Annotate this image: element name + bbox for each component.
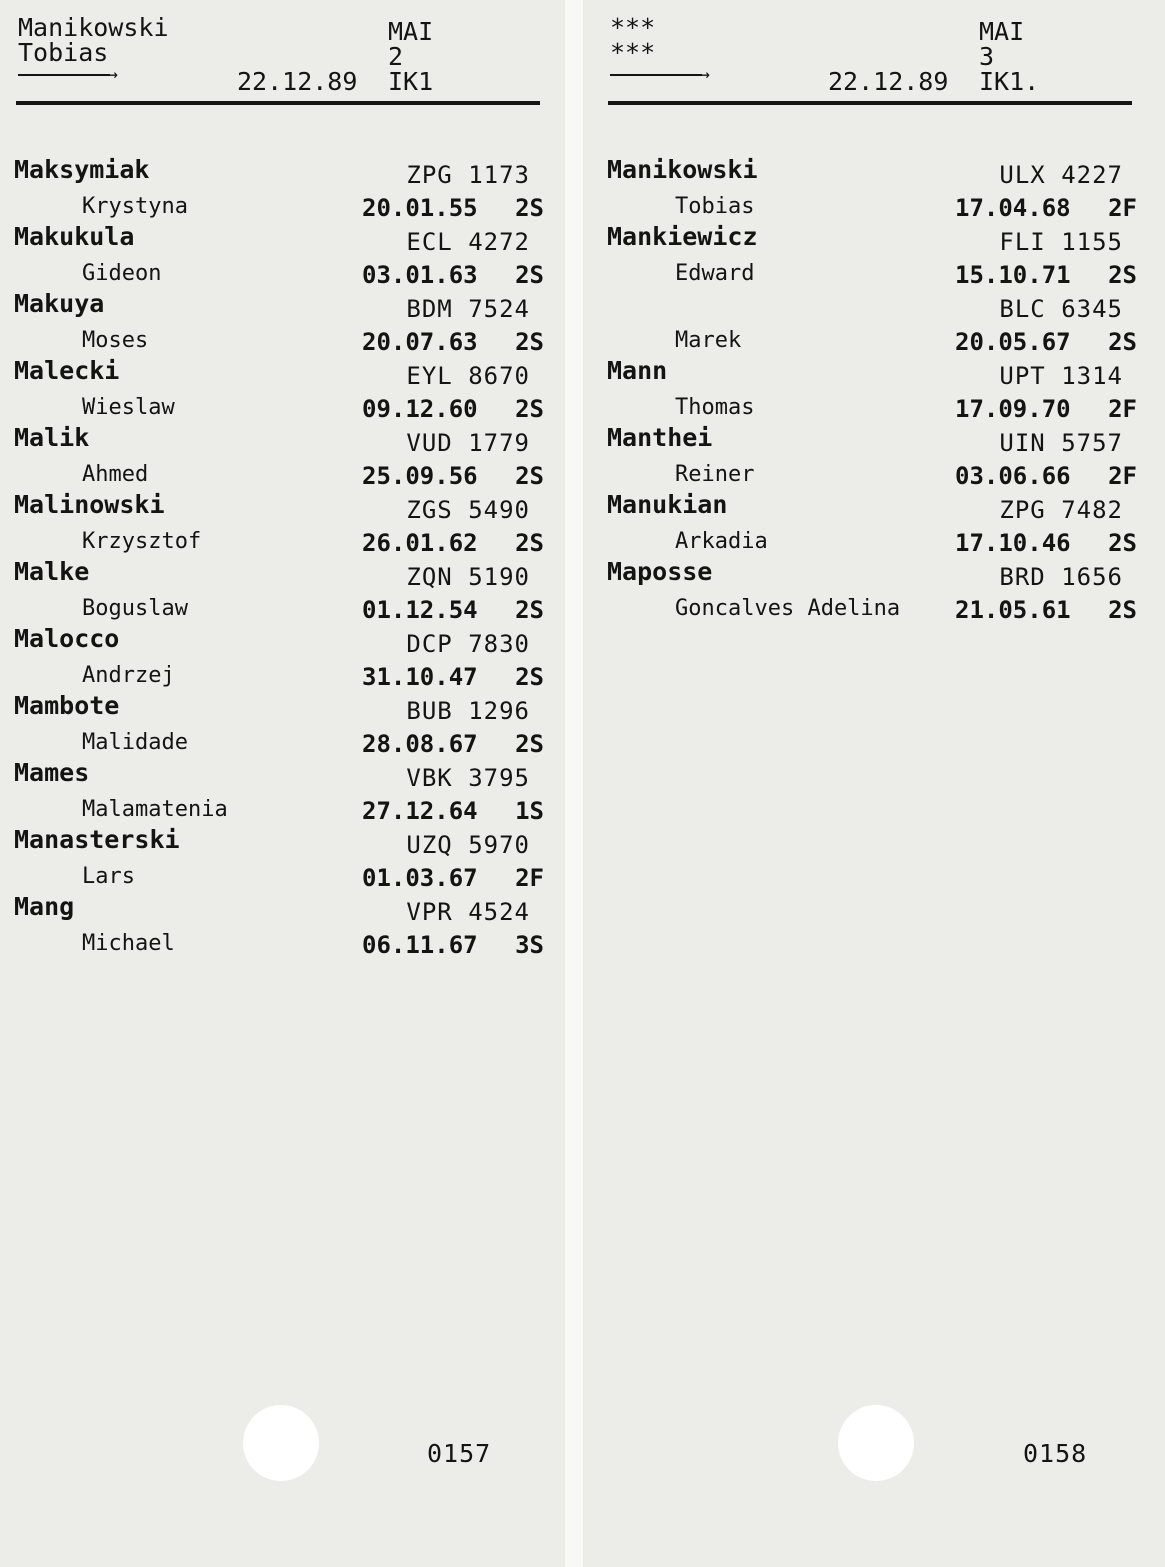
entry-surname: Manasterski [14, 825, 180, 854]
entry-given-name: Malamatenia [82, 797, 228, 822]
header-unit: IK1. [979, 67, 1040, 96]
entry-class: 2S [515, 529, 544, 557]
entry-class: 2S [1108, 328, 1137, 356]
entry-birth-date: 01.03.67 [362, 864, 478, 892]
entry-code: DCP 7830 [406, 630, 530, 658]
entry-class: 2S [1108, 529, 1137, 557]
entry-code: VUD 1779 [406, 429, 530, 457]
entry-code: VBK 3795 [406, 764, 530, 792]
entry-given-name: Michael [82, 931, 175, 956]
entry-surname: Malinowski [14, 490, 165, 519]
entry-birth-date: 06.11.67 [362, 931, 478, 959]
entry-class: 2F [515, 864, 544, 892]
entry-given-name: Goncalves Adelina [675, 596, 901, 621]
header-person-surname: Manikowski [18, 13, 169, 42]
entry-birth-date: 20.05.67 [955, 328, 1071, 356]
entry-birth-date: 28.08.67 [362, 730, 478, 758]
entry-given-name: Edward [675, 261, 755, 286]
entry-row [607, 223, 1137, 290]
entry-code: UIN 5757 [999, 429, 1123, 457]
header-date: 22.12.89 [828, 67, 949, 96]
punch-hole [838, 1405, 914, 1481]
entry-row [14, 759, 544, 826]
entry-row [607, 558, 1137, 625]
entry-row [14, 156, 544, 223]
entry-given-name: Ahmed [82, 462, 149, 487]
card-gap [565, 0, 583, 1567]
entry-row [607, 156, 1137, 223]
header-person-given: *** [610, 38, 656, 67]
arrow-right-icon: → [610, 68, 710, 82]
entry-birth-date: 01.12.54 [362, 596, 478, 624]
entry-given-name: Krzysztof [82, 529, 202, 554]
entry-class: 2S [1108, 261, 1137, 289]
entry-birth-date: 17.09.70 [955, 395, 1071, 423]
entry-code: BRD 1656 [999, 563, 1123, 591]
entry-row [14, 558, 544, 625]
index-card-right [583, 0, 1165, 1567]
entry-given-name: Boguslaw [82, 596, 188, 621]
entry-row [607, 424, 1137, 491]
entry-birth-date: 17.04.68 [955, 194, 1071, 222]
entry-surname: Manikowski [607, 155, 758, 184]
entry-surname: Mambote [14, 691, 120, 720]
entry-surname: Mankiewicz [607, 222, 758, 251]
entry-given-name: Malidade [82, 730, 188, 755]
entry-class: 2S [515, 328, 544, 356]
entry-class: 1S [515, 797, 544, 825]
entry-surname: Makuya [14, 289, 105, 318]
entry-surname: Mann [607, 356, 668, 385]
entry-surname: Makukula [14, 222, 135, 251]
header-unit: IK1 [388, 67, 434, 96]
entry-birth-date: 17.10.46 [955, 529, 1071, 557]
entry-birth-date: 27.12.64 [362, 797, 478, 825]
header-rule [16, 101, 540, 105]
header-date: 22.12.89 [237, 67, 358, 96]
entry-row [14, 290, 544, 357]
entry-given-name: Reiner [675, 462, 755, 487]
entry-row [14, 223, 544, 290]
entry-code: BUB 1296 [406, 697, 530, 725]
entry-birth-date: 25.09.56 [362, 462, 478, 490]
page-number: 0158 [1023, 1439, 1088, 1468]
entry-given-name: Moses [82, 328, 149, 353]
entry-row [14, 893, 544, 960]
entry-class: 2S [515, 663, 544, 691]
entry-given-name: Thomas [675, 395, 755, 420]
entry-class: 3S [515, 931, 544, 959]
entry-code: ZQN 5190 [406, 563, 530, 591]
entry-code: UZQ 5970 [406, 831, 530, 859]
entry-row [14, 692, 544, 759]
entry-surname: Malik [14, 423, 90, 452]
header-sheet: 2 [388, 42, 404, 71]
entry-surname: Malecki [14, 356, 120, 385]
entry-birth-date: 15.10.71 [955, 261, 1071, 289]
entry-birth-date: 03.01.63 [362, 261, 478, 289]
entry-birth-date: 31.10.47 [362, 663, 478, 691]
header-rule [608, 101, 1132, 105]
entry-given-name: Gideon [82, 261, 162, 286]
entry-given-name: Tobias [675, 194, 755, 219]
entry-birth-date: 26.01.62 [362, 529, 478, 557]
entry-code: ZPG 7482 [999, 496, 1123, 524]
entry-given-name: Krystyna [82, 194, 188, 219]
entry-code: BDM 7524 [406, 295, 530, 323]
entry-class: 2S [515, 730, 544, 758]
entry-birth-date: 21.05.61 [955, 596, 1071, 624]
entry-code: VPR 4524 [406, 898, 530, 926]
header-sheet: 3 [979, 42, 995, 71]
entry-given-name: Marek [675, 328, 742, 353]
entry-surname: Manthei [607, 423, 713, 452]
entry-given-name: Lars [82, 864, 135, 889]
page-number: 0157 [427, 1439, 492, 1468]
header-code: MAI [388, 17, 434, 46]
entry-birth-date: 03.06.66 [955, 462, 1071, 490]
entry-class: 2S [515, 194, 544, 222]
entry-birth-date: 09.12.60 [362, 395, 478, 423]
entry-birth-date: 20.07.63 [362, 328, 478, 356]
entry-row [607, 290, 1137, 357]
entry-code: ZGS 5490 [406, 496, 530, 524]
entry-surname: Maposse [607, 557, 713, 586]
entry-code: BLC 6345 [999, 295, 1123, 323]
entry-surname: Mang [14, 892, 75, 921]
entry-code: ULX 4227 [999, 161, 1123, 189]
entry-birth-date: 20.01.55 [362, 194, 478, 222]
entry-class: 2F [1108, 462, 1137, 490]
entry-class: 2S [1108, 596, 1137, 624]
entry-class: 2S [515, 261, 544, 289]
entry-surname: Malocco [14, 624, 120, 653]
entry-row [607, 491, 1137, 558]
entry-surname: Malke [14, 557, 90, 586]
entry-code: FLI 1155 [999, 228, 1123, 256]
entry-list-left [14, 156, 544, 960]
entry-code: ECL 4272 [406, 228, 530, 256]
entry-code: ZPG 1173 [406, 161, 530, 189]
entry-given-name: Wieslaw [82, 395, 175, 420]
punch-hole [243, 1405, 319, 1481]
entry-class: 2S [515, 395, 544, 423]
entry-row [14, 357, 544, 424]
entry-row [607, 357, 1137, 424]
header-person-surname: *** [610, 13, 656, 42]
entry-row [14, 625, 544, 692]
entry-surname: Maksymiak [14, 155, 150, 184]
entry-class: 2F [1108, 395, 1137, 423]
entry-class: 2F [1108, 194, 1137, 222]
entry-surname: Mames [14, 758, 90, 787]
entry-code: UPT 1314 [999, 362, 1123, 390]
entry-given-name: Andrzej [82, 663, 175, 688]
entry-code: EYL 8670 [406, 362, 530, 390]
arrow-right-icon: → [18, 68, 118, 82]
index-card-left [0, 0, 565, 1567]
header-person-given: Tobias [18, 38, 109, 67]
entry-row [14, 491, 544, 558]
entry-given-name: Arkadia [675, 529, 768, 554]
header-code: MAI [979, 17, 1025, 46]
entry-row [14, 826, 544, 893]
entry-class: 2S [515, 462, 544, 490]
entry-class: 2S [515, 596, 544, 624]
entry-surname: Manukian [607, 490, 728, 519]
entry-list-right [607, 156, 1137, 625]
entry-row [14, 424, 544, 491]
